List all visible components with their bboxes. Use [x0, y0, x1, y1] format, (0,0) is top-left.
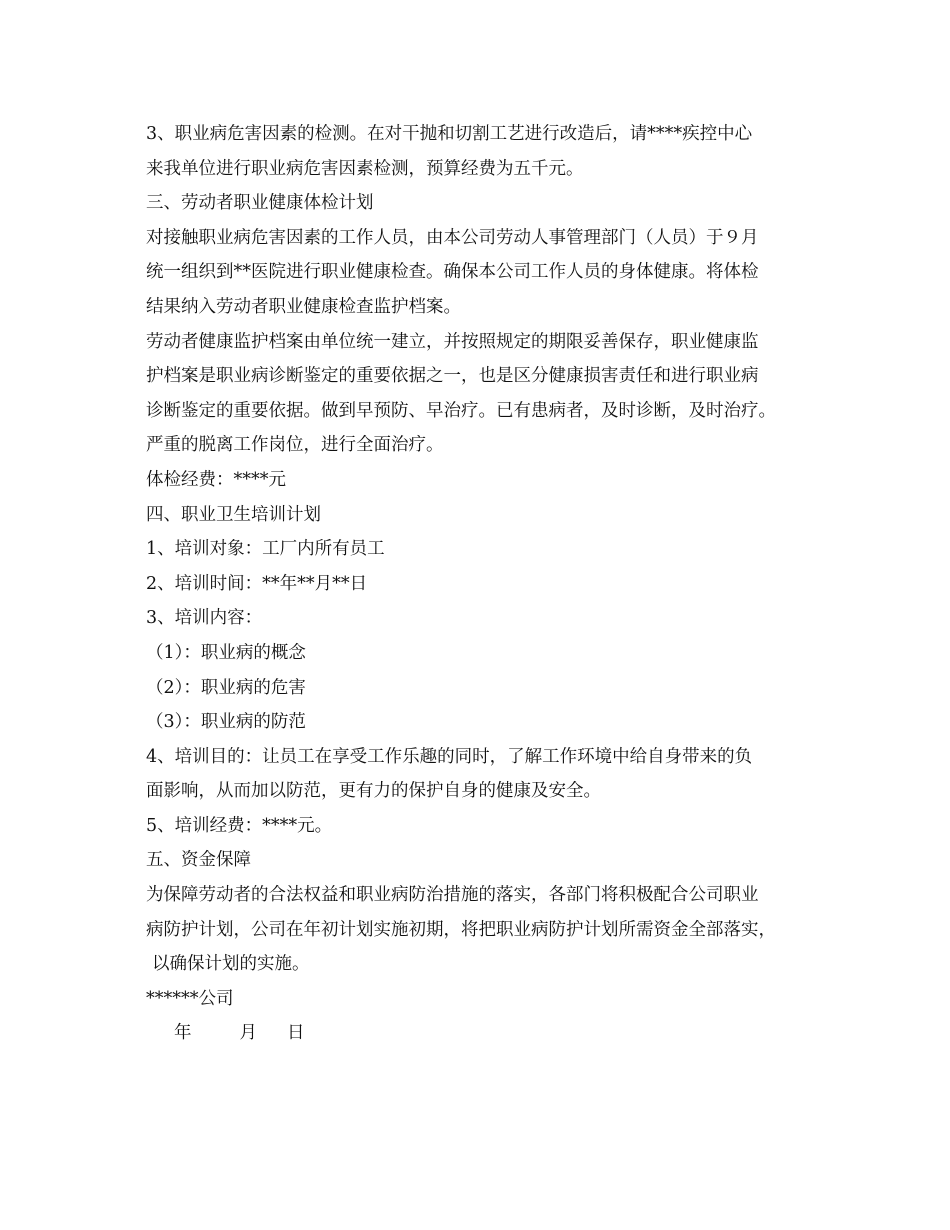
text-line: 统一组织到**医院进行职业健康检查。确保本公司工作人员的身体健康。将体检: [146, 262, 759, 283]
text-line: 来我单位进行职业病危害因素检测，预算经费为五千元。: [146, 158, 584, 179]
list-item: （1）：职业病的概念: [146, 642, 306, 663]
text-line: 以确保计划的实施。: [152, 954, 310, 975]
text-line: 3、培训内容：: [146, 608, 263, 629]
text-line: 护档案是职业病诊断鉴定的重要依据之一，也是区分健康损害责任和进行职业病: [146, 366, 759, 387]
date-month: 月: [239, 1023, 257, 1044]
text-line: 5、培训经费：****元。: [146, 815, 333, 836]
company-signature: ******公司: [146, 988, 234, 1009]
text-line: 面影响，从而加以防范，更有力的保护自身的健康及安全。: [146, 781, 601, 802]
document-body: [146, 117, 826, 1051]
date-line: [146, 1016, 826, 1051]
date-year: 年: [174, 1023, 192, 1044]
text-line: 病防护计划，公司在年初计划实施初期，将把职业病防护计划所需资金全部落实，: [146, 919, 776, 940]
section-heading: 三、劳动者职业健康体检计划: [146, 193, 374, 214]
text-line: 劳动者健康监护档案由单位统一建立，并按照规定的期限妥善保存，职业健康监: [146, 331, 759, 352]
text-line: 3、职业病危害因素的检测。在对干抛和切割工艺进行改造后，请****疾控中心: [146, 124, 753, 144]
text-line: 为保障劳动者的合法权益和职业病防治措施的落实，各部门将积极配合公司职业: [146, 885, 759, 906]
list-item: （3）：职业病的防范: [146, 712, 306, 733]
text-line: 2、培训时间：**年**月**日: [146, 573, 368, 594]
section-heading: 五、资金保障: [146, 850, 251, 871]
text-line: 诊断鉴定的重要依据。做到早预防、早治疗。已有患病者，及时诊断，及时治疗。: [146, 400, 776, 421]
text-line: 1、培训对象：工厂内所有员工: [146, 539, 385, 560]
text-line: 4、培训目的：让员工在享受工作乐趣的同时，了解工作环境中给自身带来的负: [146, 746, 753, 767]
text-line: 结果纳入劳动者职业健康检查监护档案。: [146, 296, 461, 317]
text-line: 严重的脱离工作岗位，进行全面治疗。: [146, 435, 444, 456]
text-line: 体检经费：****元: [146, 469, 286, 490]
section-heading: 四、职业卫生培训计划: [146, 504, 321, 525]
list-item: （2）：职业病的危害: [146, 677, 306, 698]
text-line: 对接触职业病危害因素的工作人员，由本公司劳动人事管理部门（人员）于９月: [146, 227, 759, 248]
date-day: 日: [287, 1023, 305, 1044]
